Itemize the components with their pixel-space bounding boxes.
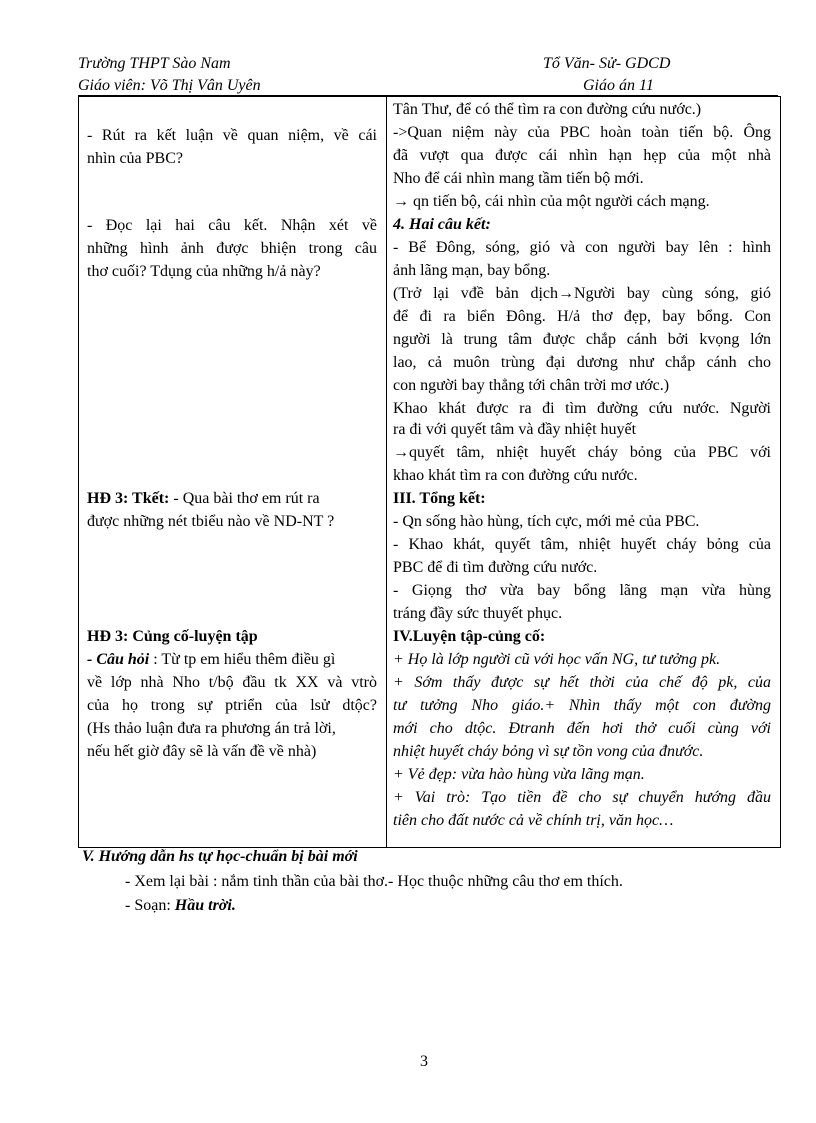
practice-body-line: tư tưởng Nho giáo.+ Nhìn thấy một con đường — [393, 697, 771, 714]
hd3-summary-line — [87, 489, 377, 509]
hd3-summary-line2: được những nét tbiểu nào về ND-NT ? — [87, 513, 335, 530]
intro-line: đã vượt qua được cái nhìn hạn hẹp của một nhà — [393, 147, 771, 164]
conclusion-question-line: nhìn của PBC? — [87, 150, 183, 167]
practice-body-line: tiên cho đất nước cả về chính trị, văn học… — [393, 812, 674, 829]
next-lesson-title: Hầu trời. — [174, 897, 236, 914]
practice-question-line: của họ trong sự ptriển của lsử dtộc? — [87, 697, 377, 714]
summary-body-line: - Khao khát, quyết tâm, nhiệt huyết cháy bỏng của — [393, 536, 771, 553]
practice-body-line: nhiệt huyết cháy bỏng vì sự tồn vong của đnước. — [393, 743, 704, 760]
two-lines-body-line: ảnh lãng mạn, bay bổng. — [393, 262, 551, 279]
intro-line: Nho để cái nhìn mang tầm tiến bộ mới. — [393, 170, 644, 187]
conclusion-question-line: - Rút ra kết luận về quan niệm, về cái — [87, 127, 377, 144]
question-label: - Câu hỏi — [87, 651, 150, 668]
practice-heading: IV.Luyện tập-củng cố: — [393, 628, 546, 645]
department-name: Tổ Văn- Sử- GDCD — [543, 55, 671, 72]
practice-question-line: về lớp nhà Nho t/bộ đầu tk XX và vtrò — [87, 674, 377, 691]
practice-question-line: nếu hết giờ đây sẽ là vấn đề về nhà) — [87, 743, 317, 760]
intro-line: ->Quan niệm này của PBC hoàn toàn tiến bộ. Ông — [393, 124, 771, 141]
section-v-line: - Xem lại bài : nắm tinh thần của bài thơ.- Học thuộc những câu thơ em thích. — [125, 873, 623, 890]
teacher-name: Giáo viên: Võ Thị Vân Uyên — [78, 77, 261, 94]
two-lines-body-line: Khao khát được ra đi tìm đường cứu nước. Người — [393, 400, 771, 417]
two-lines-body-line: lao, cả muôn trùng đại dương như chắp cánh cho — [393, 354, 771, 371]
two-lines-question-line: thơ cuối? Tdụng của những h/ả này? — [87, 263, 321, 280]
two-lines-heading: 4. Hai câu kết: — [393, 216, 491, 233]
hd3-summary-text: - Qua bài thơ em rút ra — [169, 490, 320, 507]
hd3-practice-label: HĐ 3: Củng cố-luyện tập — [87, 628, 258, 645]
lesson-plan-label: Giáo án 11 — [583, 77, 654, 94]
two-lines-body-line: (Trở lại vđề bản dịch→Người bay cùng sóng, gió — [393, 285, 771, 302]
hd3-summary-label: HĐ 3: Tkết: — [87, 490, 170, 507]
section-v-line — [125, 896, 236, 916]
practice-question-line: (Hs thảo luận đưa ra phương án trả lời, — [87, 720, 336, 737]
intro-line: Tân Thư, để có thể tìm ra con đường cứu nước.) — [393, 101, 702, 118]
practice-body-line: + Họ là lớp người cũ với học vấn NG, tư tưởng pk. — [393, 651, 721, 668]
two-lines-body-line: người là trung tâm được chắp cánh bởi kvọng lớn — [393, 331, 771, 348]
practice-body-line: mới cho dtộc. Đtranh đến hơi thở cuối cùng với — [393, 720, 771, 737]
practice-body-line: + Vai trò: Tạo tiền đề cho sự chuyển hướng đầu — [393, 789, 771, 806]
two-lines-question-line: - Đọc lại hai câu kết. Nhận xét về — [87, 217, 377, 234]
page-number: 3 — [420, 1053, 428, 1070]
summary-heading: III. Tổng kết: — [393, 490, 486, 507]
summary-body-line: tráng đầy sức thuyết phục. — [393, 605, 563, 622]
section-v-title: V. Hướng dẫn hs tự học-chuẩn bị bài mới — [82, 848, 358, 865]
practice-body-line: + Vẻ đẹp: vừa hào hùng vừa lãng mạn. — [393, 766, 645, 783]
two-lines-body-line: - Bể Đông, sóng, gió và con người bay lên : hình — [393, 239, 771, 256]
two-lines-question-line: những hình ảnh được bhiện trong câu — [87, 240, 377, 257]
intro-line: → qn tiến bộ, cái nhìn của một người cách mạng. — [393, 193, 710, 210]
summary-body-line: - Giọng thơ vừa bay bổng lãng mạn vừa hùng — [393, 582, 771, 599]
two-lines-body-line: con người bay thẳng tới chân trời mơ ước.) — [393, 377, 670, 394]
two-lines-body-line: khao khát tìm ra con đường cứu nước. — [393, 467, 638, 484]
prepare-prefix: - Soạn: — [125, 897, 175, 914]
question-text: : Từ tp em hiểu thêm điều gì — [149, 651, 336, 668]
school-name: Trường THPT Sào Nam — [78, 55, 231, 72]
two-lines-body-line: →quyết tâm, nhiệt huyết cháy bỏng của PBC với — [393, 444, 771, 461]
practice-body-line: + Sớm thấy được sự hết thời của chế độ pk, của — [393, 674, 771, 691]
two-lines-body-line: ra đi với quyết tâm và đầy nhiệt huyết — [393, 421, 637, 438]
summary-body-line: PBC để đi tìm đường cứu nước. — [393, 559, 598, 576]
practice-question-line — [87, 650, 335, 670]
two-lines-body-line: để đi ra biển Đông. H/ả thơ đẹp, bay bổng. Con — [393, 308, 771, 325]
summary-body-line: - Qn sống hào hùng, tích cực, mới mẻ của PBC. — [393, 513, 700, 530]
